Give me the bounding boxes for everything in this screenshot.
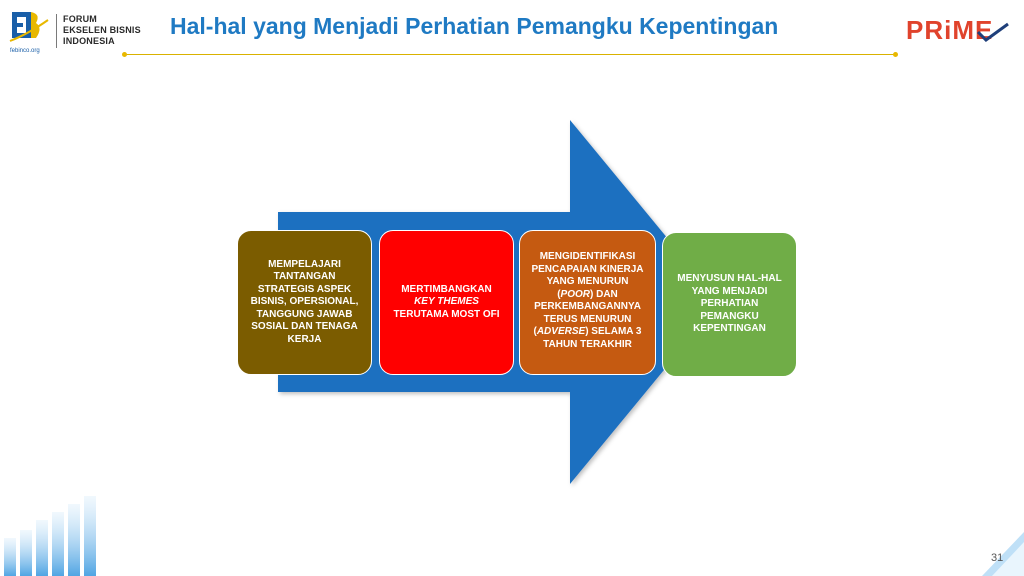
bar-graphic-decoration <box>0 490 110 576</box>
step-3-text-italic: POOR <box>560 288 590 300</box>
prime-logo-text: PRiME <box>906 15 994 45</box>
step-3-text <box>530 251 645 351</box>
step-1-text: MEMPELAJARI TANTANGAN STRATEGIS ASPEK BISNIS, OPERSIONAL, TANGGUNG JAWAB SOSIAL DAN TENAGA KERJA <box>250 258 359 345</box>
org-name-line: INDONESIA <box>63 36 115 46</box>
org-name-line: EKSELEN BISNIS <box>63 25 141 35</box>
step-box-1 <box>237 230 372 375</box>
step-3-text-italic: ADVERSE <box>536 326 586 337</box>
page-number: 31 <box>991 552 1004 564</box>
org-name-line: FORUM <box>63 14 97 24</box>
step-3-text-part: ) SELAMA 3 TAHUN TERAKHIR <box>543 326 642 350</box>
step-3-text-part: MENGIDENTIFIKASI PENCAPAIAN KINERJA YANG MENURUN ( <box>531 251 644 300</box>
step-box-3 <box>519 230 656 375</box>
page-title: Hal-hal yang Menjadi Perhatian Pemangku Kepentingan <box>170 13 779 39</box>
step-box-4 <box>662 232 797 377</box>
logo-url: febinco.org <box>10 48 40 54</box>
step-2-text <box>390 284 503 322</box>
step-3-text-part: ) DAN PERKEMBANGANNYA TERUS MENURUN ( <box>533 288 641 337</box>
step-4-text: MENYUSUN HAL-HAL YANG MENJADI PERHATIAN PEMANGKU KEPENTINGAN <box>677 273 782 334</box>
step-box-2 <box>379 230 514 375</box>
step-2-text-part: TERUTAMA MOST OFI <box>393 308 500 320</box>
step-2-text-part: MERTIMBANGKAN <box>401 283 492 295</box>
step-2-text-italic: KEY THEMES <box>414 296 479 308</box>
